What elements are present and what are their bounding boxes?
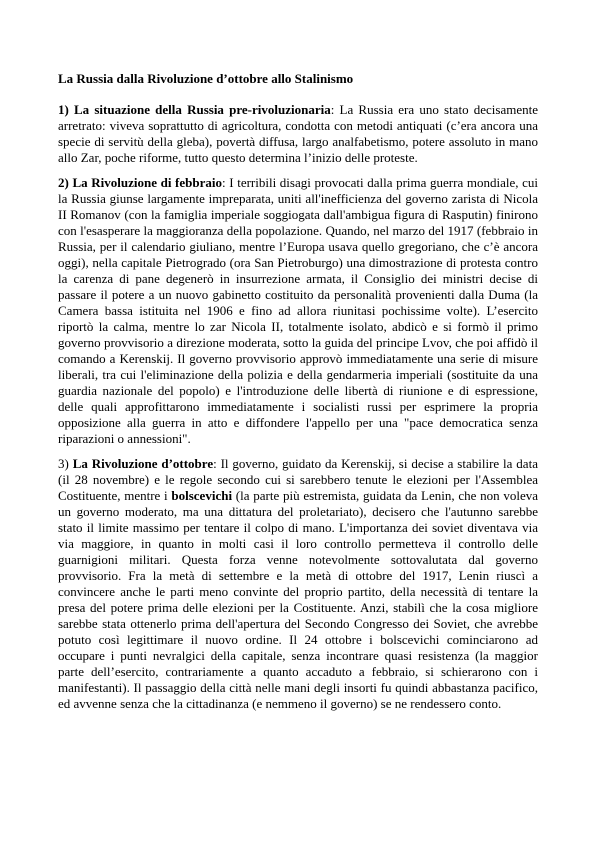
section-heading: 2) La Rivoluzione di febbraio: [58, 175, 222, 190]
section-heading: La Rivoluzione d’ottobre: [72, 456, 214, 471]
section-number: 3): [58, 456, 73, 471]
section-text-part-a: Il governo, guidato da Kerenskij, si decise a stabilire la data (il 28 novembre) e le regole secondo cui si sarebbero tenute le elezioni per l'Assemblea Costituente, mentre i: [58, 456, 538, 503]
section-text: I terribili disagi provocati dalla prima guerra mondiale, cui la Russia giunse largamente impreparata, uniti all'inefficienza del governo zarista di Nicola II Romanov (con la famiglia imperiale soggiogata dall'ambigua figura di Rasputin) finirono con l'esasperare la maggioranza della popolazione. Quando, nel marzo del 1917 (febbraio in Russia, per il calendario giuliano, mentre l’Europa usava quello gregoriano, che c’è ancora oggi), nella capitale Pietrogrado (ora San Pietroburgo) una dimostrazione di protesta contro la carenza di pane degenerò in insurrezione armata, il Consiglio dei ministri decise di passare il potere a un nuovo gabinetto costituito da personalità provenienti dalla Duma (la Camera bassa istituita nel 1906 e fino ad allora riunitasi pochissime volte). L’esercito riportò la calma, mentre lo zar Nicola II, totalmente isolato, abdicò e si formò il primo governo provvisorio a direzione moderata, sotto la guida del principe Lvov, che poi affidò il comando a Kerenskij. Il governo provvisorio approvò immediatamente una serie di misure liberali, tra cui l'eliminazione della polizia e della gendarmeria imperiali (sostituite da una guardia nazionale del popolo) e l'introduzione delle libertà di riunione e di espressione, delle quali approfittarono immediatamente i socialisti russi per esprimere la propria opposizione alla guerra in atto e diffondere l'appello per una "pace democratica senza riparazioni o annessioni".: [58, 175, 538, 446]
document-title: La Russia dalla Rivoluzione d’ottobre allo Stalinismo: [58, 71, 354, 86]
heading-separator: :: [213, 456, 221, 471]
heading-separator: :: [222, 175, 230, 190]
section-october-revolution: [58, 456, 538, 712]
section-heading: 1) La situazione della Russia pre-rivoluzionaria: [58, 102, 331, 117]
section-pre-revolution: [58, 102, 538, 166]
section-text-part-b: (la parte più estremista, guidata da Lenin, che non voleva un governo moderato, ma una dittatura del proletariato), decisero che l'autunno sarebbe stato il limite massimo per tentare il colpo di mano. L'importanza dei soviet diventava via via maggiore, in quanto in molti casi il loro controllo permetteva il controllo delle guarnigioni militari. Questa forza venne notevolmente sottovalutata dal governo provvisorio. Fra la metà di settembre e la metà di ottobre del 1917, Lenin riuscì a convincere anche le parti meno convinte del proprio partito, della necessità di tentare la presa del potere prima delle elezioni per la Costituente. Anzi, stabilì che la cosa migliore sarebbe stata ottenerlo prima dell'apertura del Secondo Congresso dei Soviet, che avrebbe potuto così legittimare il nuovo ordine. Il 24 ottobre i bolscevichi cominciarono ad occupare i punti nevralgici della capitale, senza incontrare quasi resistenza (la maggior parte dell’esercito, contrariamente a quanto accaduto a febbraio, si schierarono con i manifestanti). Il passaggio della città nelle mani degli insorti fu quindi abbastanza pacifico, ed avvenne senza che la cittadinanza (e nemmeno il governo) se ne rendessero conto.: [58, 488, 538, 711]
section-text: La Russia era uno stato decisamente arretrato: viveva soprattutto di agricoltura, condotta con metodi antiquati (c’era ancora una specie di servitù della gleba), povertà diffusa, largo analfabetismo, potere assoluto in mano allo Zar, poche riforme, tutto questo determina l’inizio delle proteste.: [58, 102, 538, 165]
section-february-revolution: [58, 175, 538, 447]
bold-term: bolscevichi: [171, 488, 233, 503]
heading-separator: :: [330, 102, 340, 117]
